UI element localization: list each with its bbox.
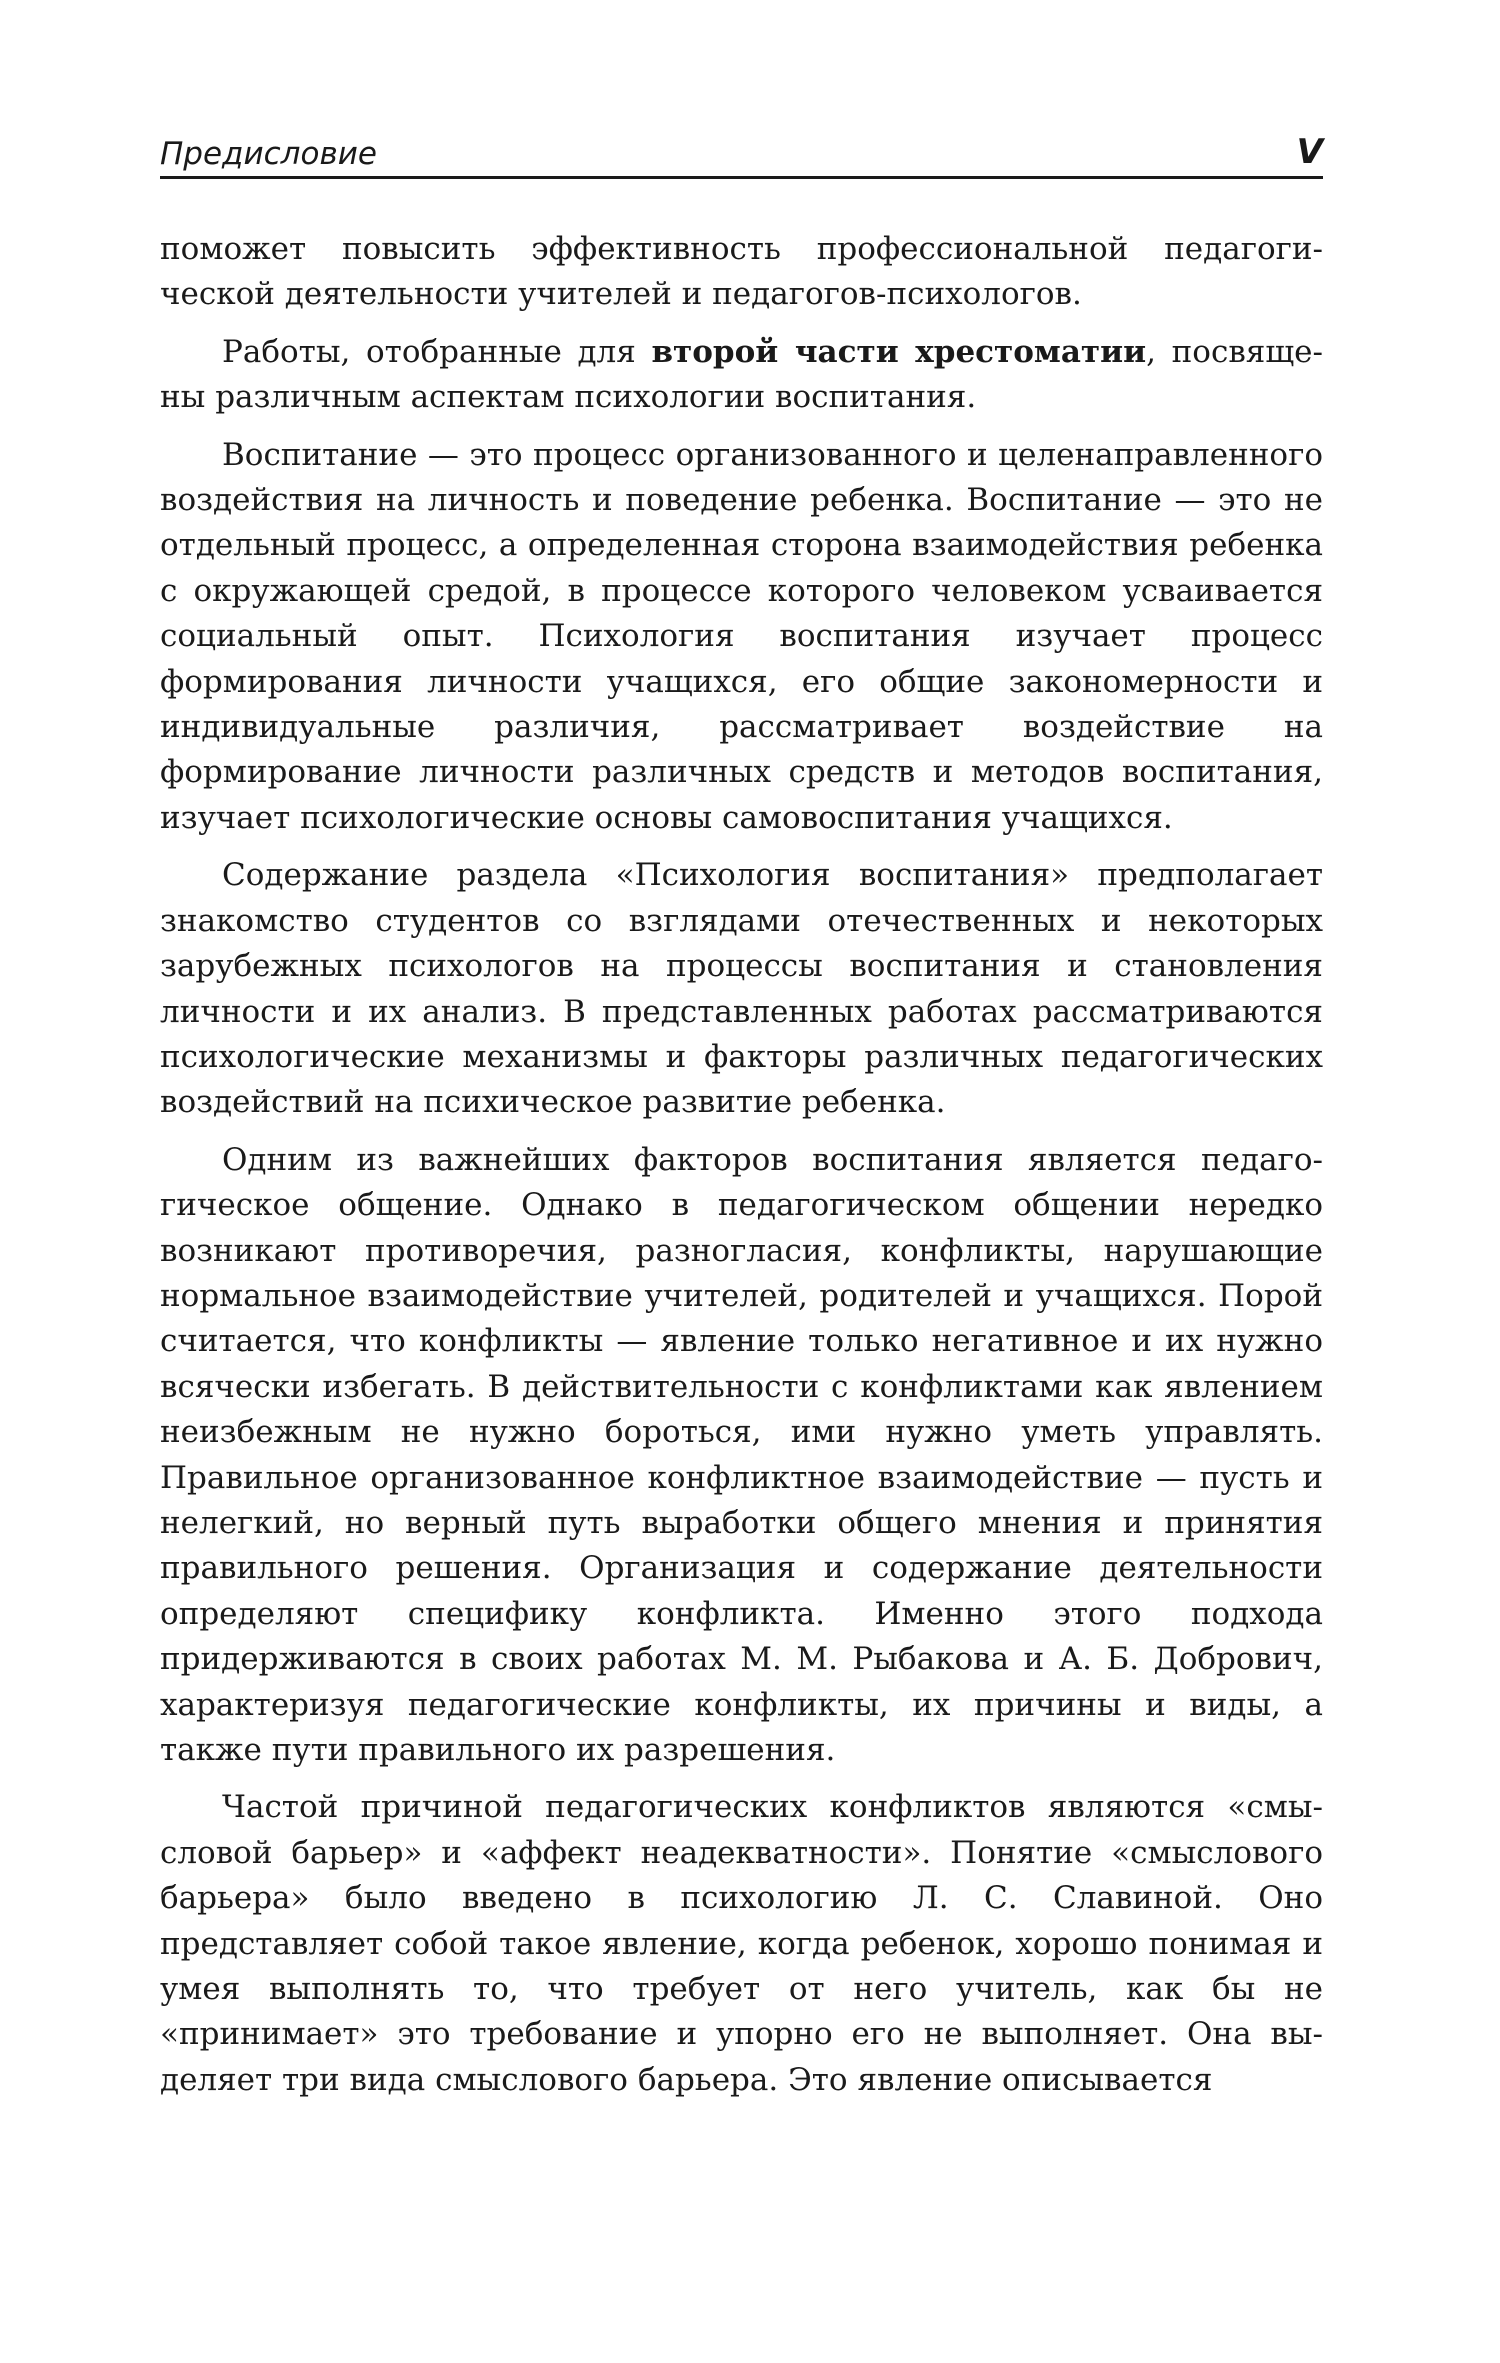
paragraph-5: Одним из важнейших факторов воспитания является педагогическое общение. Однако в педагогическом общении нередко возникают противоречия, разногласия, конфликты, нарушающие нормальное взаимодействие учителей, родителей и учащихся. Порой считается, что конфликты — явление только негативное и их нужно всячески избегать. В действительности с конфликтами как явлением неизбежным не нужно бороться, ими нужно уметь управлять. Правильное организованное конфликтное взаимодействие — пусть и нелегкий, но верный путь выработки общего мнения и принятия правильного решения. Организация и содержание деятельности определяют специфику конфликта. Именно этого подхода придерживаются в своих работах М. М. Рыбакова и А. Б. Добрович, характеризуя педагогические конфликты, их причины и виды, а также пути правильного их разрешения. — [160, 1141, 1323, 1768]
page-number: V — [1296, 132, 1323, 172]
book-page — [160, 132, 1323, 2115]
paragraph-6: Частой причиной педагогических конфликтов являются «смысловой барьер» и «аффект неадекватности». Понятие «смыслового барьера» было введено в психологию Л. С. Славиной. Оно представляет собой такое явление, когда ребенок, хорошо понимая и умея выполнять то, что требует от него учитель, как бы не «принимает» это требование и упорно его не выполняет. Она выделяет три вида смыслового барьера. Это явление описывается — [160, 1789, 1323, 2098]
paragraph-2 — [160, 330, 1323, 421]
paragraph-2-start: Работы, отобранные для — [222, 333, 652, 370]
emphasis-second-part: второй части хрестоматии — [651, 333, 1147, 370]
paragraph-2-end: , посвящены различным аспектам психологии воспитания. — [160, 333, 1323, 416]
section-title: Предисловие — [160, 136, 377, 172]
paragraph-1: поможет повысить эффективность профессиональной педагогической деятельности учителей и педагогов-психологов. — [160, 231, 1323, 313]
paragraph-4: Содержание раздела «Психология воспитания» предполагает знакомство студентов со взглядами отечественных и некоторых зарубежных психологов на процессы воспитания и становления личности и их анализ. В представленных работах рассматриваются психологические механизмы и факторы различных педагогических воздействий на психическое развитие ребенка. — [160, 857, 1323, 1121]
paragraph-3: Воспитание — это процесс организованного и целенаправленного воздействия на личность и поведение ребенка. Воспитание — это не отдельный процесс, а определенная сторона взаимодействия ребенка с окружающей средой, в процессе которого человеком усваивается социальный опыт. Психология воспитания изучает процесс формирования личности учащихся, его общие закономерности и индивидуальные различия, рассматривает воздействие на формирование личности различных средств и методов воспитания, изучает психологические основы самовоспитания учащихся. — [160, 436, 1323, 836]
running-header — [160, 132, 1323, 179]
body-text — [160, 227, 1323, 2103]
